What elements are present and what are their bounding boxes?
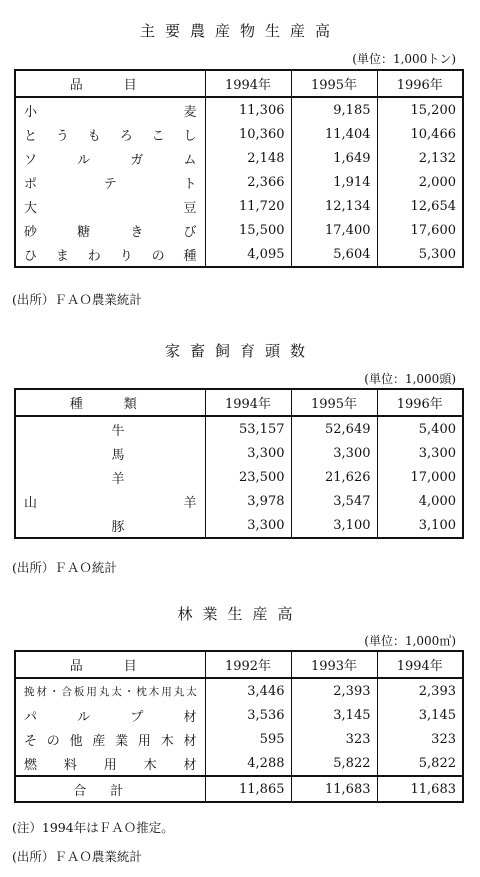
table-row: [15, 194, 463, 218]
cell: 52,649: [291, 416, 377, 441]
header-item: 品 目: [15, 70, 205, 97]
cell: 3,300: [291, 441, 377, 465]
cell: 595: [205, 727, 291, 751]
table-row: [15, 703, 463, 727]
livestock-unit: (単位：1,000頭): [364, 372, 456, 386]
cell: 11,720: [205, 194, 291, 218]
row-label: ソルガム: [24, 152, 197, 168]
table-row: [15, 218, 463, 242]
cell: 2,393: [377, 678, 463, 703]
row-label: 小麦: [24, 104, 197, 120]
livestock-table: [14, 388, 464, 539]
row-label: 大豆: [24, 200, 197, 216]
cell: 2,000: [377, 170, 463, 194]
cell: 12,654: [377, 194, 463, 218]
cell: 3,145: [291, 703, 377, 727]
row-label: パルプ材: [24, 709, 197, 725]
cell: 323: [377, 727, 463, 751]
cell: 11,683: [377, 776, 463, 802]
table-row: [15, 751, 463, 776]
crops-unit: (単位：1,000トン): [352, 52, 456, 66]
total-row: [15, 776, 463, 802]
cell: 12,134: [291, 194, 377, 218]
table-row: [15, 678, 463, 703]
table-row: [15, 489, 463, 513]
forestry-source: (出所）ＦＡＯ農業統計: [12, 849, 142, 864]
table-row: [15, 242, 463, 267]
header-1995: 1995年: [291, 389, 377, 416]
cell: 323: [291, 727, 377, 751]
forestry-header-row: [15, 651, 463, 678]
table-row: [15, 146, 463, 170]
cell: 3,547: [291, 489, 377, 513]
cell: 17,000: [377, 465, 463, 489]
cell: 21,626: [291, 465, 377, 489]
cell: 4,095: [205, 242, 291, 267]
header-1994: 1994年: [377, 651, 463, 678]
crops-title: 主要農産物生産高: [139, 22, 340, 40]
header-kind: 種 類: [15, 389, 205, 416]
cell: 2,393: [291, 678, 377, 703]
cell: 3,536: [205, 703, 291, 727]
header-1995: 1995年: [291, 70, 377, 97]
cell: 15,200: [377, 97, 463, 122]
row-label: その他産業用木材: [24, 733, 197, 749]
table-row: [15, 416, 463, 441]
row-label: ポテト: [24, 176, 197, 192]
header-1992: 1992年: [205, 651, 291, 678]
cell: 3,100: [291, 513, 377, 538]
cell: 10,466: [377, 122, 463, 146]
cell: 3,300: [377, 441, 463, 465]
cell: 15,500: [205, 218, 291, 242]
cell: 11,865: [205, 776, 291, 802]
cell: 3,100: [377, 513, 463, 538]
livestock-header-row: [15, 389, 463, 416]
cell: 23,500: [205, 465, 291, 489]
cell: 5,400: [377, 416, 463, 441]
row-label: 砂糖きび: [24, 224, 197, 240]
row-label: 馬: [111, 447, 125, 463]
forestry-title: 林業生産高: [177, 605, 303, 623]
cell: 11,404: [291, 122, 377, 146]
crops-header-row: [15, 70, 463, 97]
cell: 4,288: [205, 751, 291, 776]
livestock-title: 家畜飼育頭数: [164, 342, 315, 360]
cell: 17,600: [377, 218, 463, 242]
row-label: 挽材・合板用丸太・枕木用丸太: [24, 685, 197, 698]
row-label: 燃料用木材: [24, 757, 197, 773]
table-row: [15, 465, 463, 489]
cell: 2,132: [377, 146, 463, 170]
table-row: [15, 122, 463, 146]
cell: 3,978: [205, 489, 291, 513]
row-label: 羊: [111, 471, 125, 487]
total-label: 合計: [15, 776, 205, 802]
cell: 53,157: [205, 416, 291, 441]
cell: 5,300: [377, 242, 463, 267]
header-item: 品 目: [15, 651, 205, 678]
crops-source: (出所）ＦＡＯ農業統計: [12, 292, 142, 307]
header-1993: 1993年: [291, 651, 377, 678]
header-1994: 1994年: [205, 70, 291, 97]
cell: 11,306: [205, 97, 291, 122]
cell: 1,914: [291, 170, 377, 194]
row-label: 山羊: [24, 495, 197, 511]
livestock-source: (出所）ＦＡＯ統計: [12, 560, 117, 575]
header-1994: 1994年: [205, 389, 291, 416]
cell: 5,822: [377, 751, 463, 776]
header-1996: 1996年: [377, 70, 463, 97]
cell: 9,185: [291, 97, 377, 122]
cell: 3,300: [205, 513, 291, 538]
row-label: とうもろこし: [24, 128, 197, 144]
row-label: ひまわりの種: [24, 248, 197, 264]
cell: 2,148: [205, 146, 291, 170]
crops-table: [14, 69, 464, 268]
cell: 4,000: [377, 489, 463, 513]
forestry-unit: (単位：1,000㎥): [364, 634, 456, 648]
table-row: [15, 441, 463, 465]
cell: 3,145: [377, 703, 463, 727]
cell: 3,446: [205, 678, 291, 703]
header-1996: 1996年: [377, 389, 463, 416]
cell: 3,300: [205, 441, 291, 465]
cell: 17,400: [291, 218, 377, 242]
cell: 1,649: [291, 146, 377, 170]
cell: 5,604: [291, 242, 377, 267]
cell: 11,683: [291, 776, 377, 802]
forestry-note: (注）1994年はＦＡＯ推定。: [12, 820, 174, 835]
forestry-table: [14, 650, 464, 803]
table-row: [15, 513, 463, 538]
table-row: [15, 727, 463, 751]
row-label: 豚: [111, 519, 125, 535]
cell: 5,822: [291, 751, 377, 776]
table-row: [15, 97, 463, 122]
cell: 2,366: [205, 170, 291, 194]
row-label: 牛: [111, 423, 125, 439]
table-row: [15, 170, 463, 194]
cell: 10,360: [205, 122, 291, 146]
